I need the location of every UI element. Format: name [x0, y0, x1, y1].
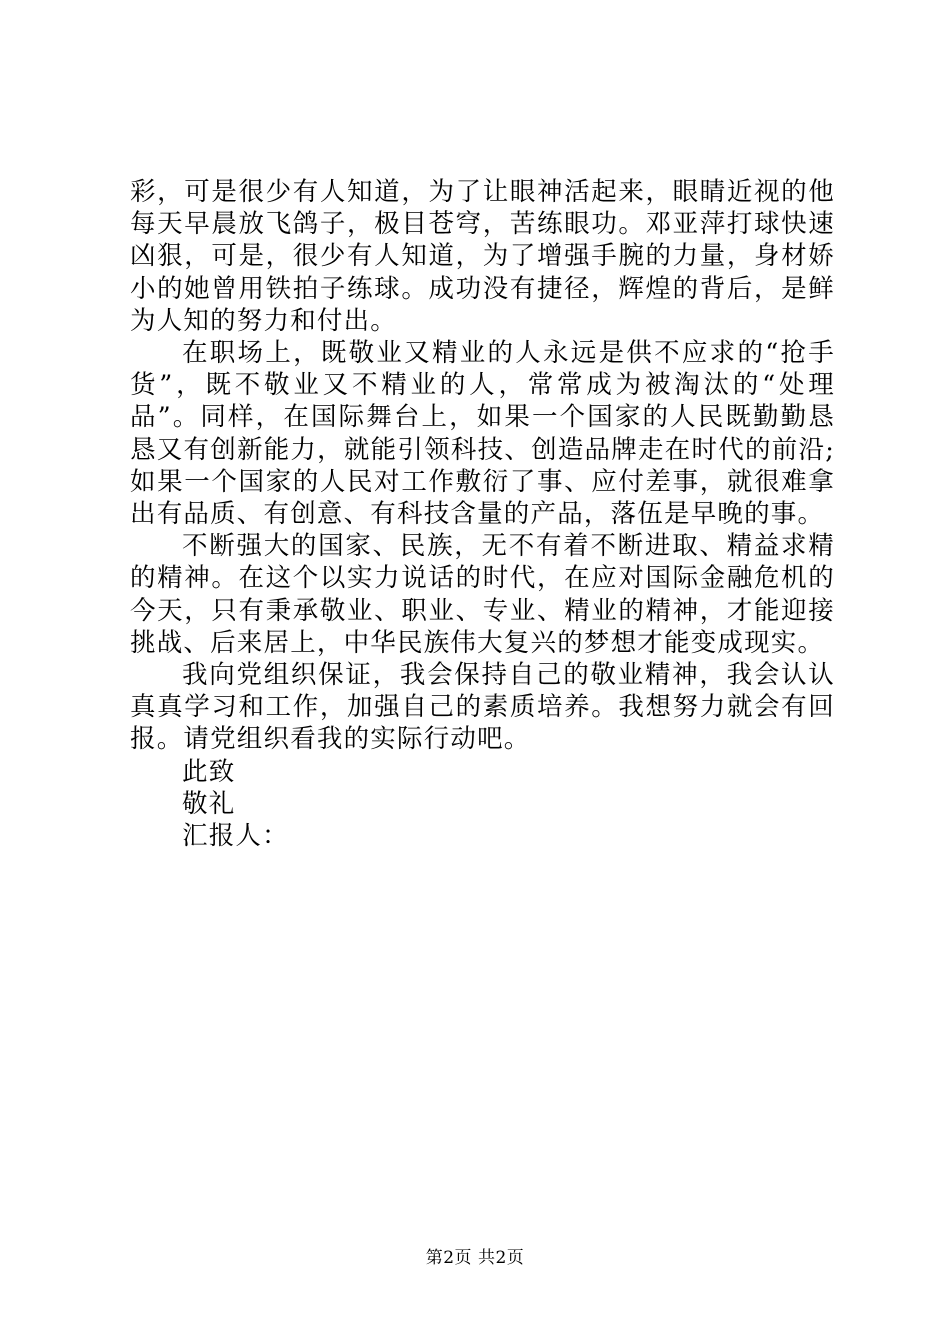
paragraph-pledge: 我向党组织保证，我会保持自己的敬业精神，我会认认真真学习和工作，加强自己的素质培养。我想努力就会有回报。请党组织看我的实际行动吧。	[130, 660, 835, 755]
closing-salutation: 此致	[182, 756, 236, 787]
page-footer: 第2页 共2页	[425, 1248, 525, 1268]
document-body	[130, 176, 835, 852]
paragraph-workplace: 在职场上，既敬业又精业的人永远是供不应求的“抢手货”，既不敬业又不精业的人，常常成为被淘汰的“处理品”。同样，在国际舞台上，如果一个国家的人民既勤勤恳恳又有创新能力，就能引领科技、创造品牌走在时代的前沿;如果一个国家的人民对工作敷衍了事、应付差事，就很难拿出有品质、有创意、有科技含量的产品，落伍是早晚的事。	[130, 338, 835, 530]
paragraph-nation: 不断强大的国家、民族，无不有着不断进取、精益求精的精神。在这个以实力说话的时代，在应对国际金融危机的今天，只有秉承敬业、职业、专业、精业的精神，才能迎接挑战、后来居上，中华民族伟大复兴的梦想才能变成现实。	[130, 531, 835, 658]
reporter-signature-line: 汇报人：	[182, 821, 289, 852]
paragraph-continuation: 彩，可是很少有人知道，为了让眼神活起来，眼睛近视的他每天早晨放飞鸽子，极目苍穹，苦练眼功。邓亚萍打球快速凶狠，可是，很少有人知道，为了增强手腕的力量，身材娇小的她曾用铁拍子练球。成功没有捷径，辉煌的背后，是鲜为人知的努力和付出。	[130, 177, 835, 336]
closing-regards: 敬礼	[182, 788, 236, 819]
